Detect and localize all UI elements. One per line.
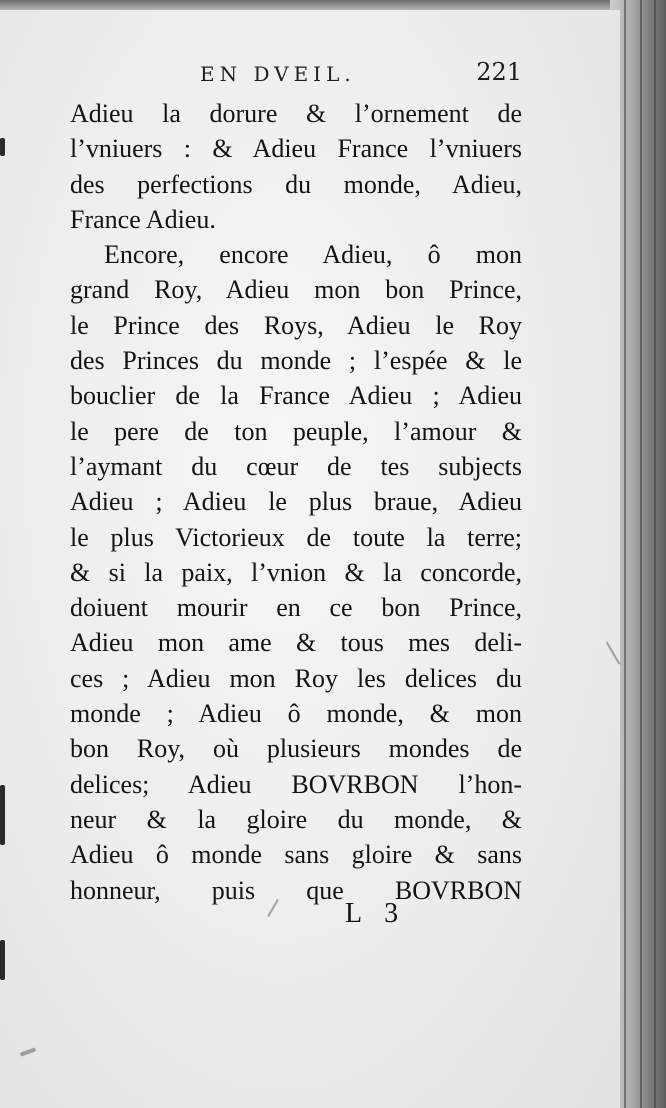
running-head	[60, 58, 522, 94]
text-line: neur & la gloire du monde, &	[70, 804, 522, 834]
signature-mark: L 3	[345, 898, 407, 929]
text-line: monde ; Adieu ô monde, & mon	[70, 699, 522, 729]
page-number: 221	[476, 58, 522, 86]
text-line: bon Roy, où plusieurs mondes de	[70, 734, 522, 764]
text-line: Adieu mon ame & tous mes deli-	[70, 628, 522, 658]
page-edge-line	[654, 0, 656, 1108]
text-line: des Princes du monde ; l’espée & le	[70, 346, 522, 376]
text-line: Adieu ô monde sans gloire & sans	[70, 840, 522, 870]
binding-mark	[0, 785, 5, 845]
binding-mark	[0, 138, 5, 156]
page-edge-line	[624, 0, 626, 1108]
text-line: le plus Victorieux de toute la terre;	[70, 522, 522, 552]
ink-smudge	[20, 1047, 36, 1056]
page-edge-line	[640, 0, 642, 1108]
text-line: grand Roy, Adieu mon bon Prince,	[70, 275, 522, 305]
running-title: EN DVEIL.	[200, 62, 356, 86]
text-line: Adieu la dorure & l’ornement de	[70, 99, 522, 128]
text-line: & si la paix, l’vnion & la concorde,	[70, 557, 522, 587]
text-line: l’aymant du cœur de tes subjects	[70, 451, 522, 481]
text-line: Encore, encore Adieu, ô mon	[104, 240, 522, 270]
text-line: delices; Adieu BOVRBON l’hon-	[70, 769, 522, 799]
binding-mark	[0, 940, 5, 980]
text-line: Adieu ; Adieu le plus braue, Adieu	[70, 487, 522, 517]
text-line: bouclier de la France Adieu ; Adieu	[70, 381, 522, 411]
body-text	[70, 96, 522, 908]
ink-smudge	[606, 641, 621, 665]
text-line: le pere de ton peuple, l’amour &	[70, 416, 522, 446]
text-line: le Prince des Roys, Adieu le Roy	[70, 310, 522, 340]
text-line: France Adieu.	[70, 204, 216, 234]
text-line: l’vniuers : & Adieu France l’vniuers	[70, 134, 522, 164]
text-line: doiuent mourir en ce bon Prince,	[70, 593, 522, 623]
text-line: des perfections du monde, Adieu,	[70, 169, 522, 199]
text-line: ces ; Adieu mon Roy les delices du	[70, 663, 522, 693]
text-line: honneur, puis que BOVRBON	[70, 875, 522, 905]
